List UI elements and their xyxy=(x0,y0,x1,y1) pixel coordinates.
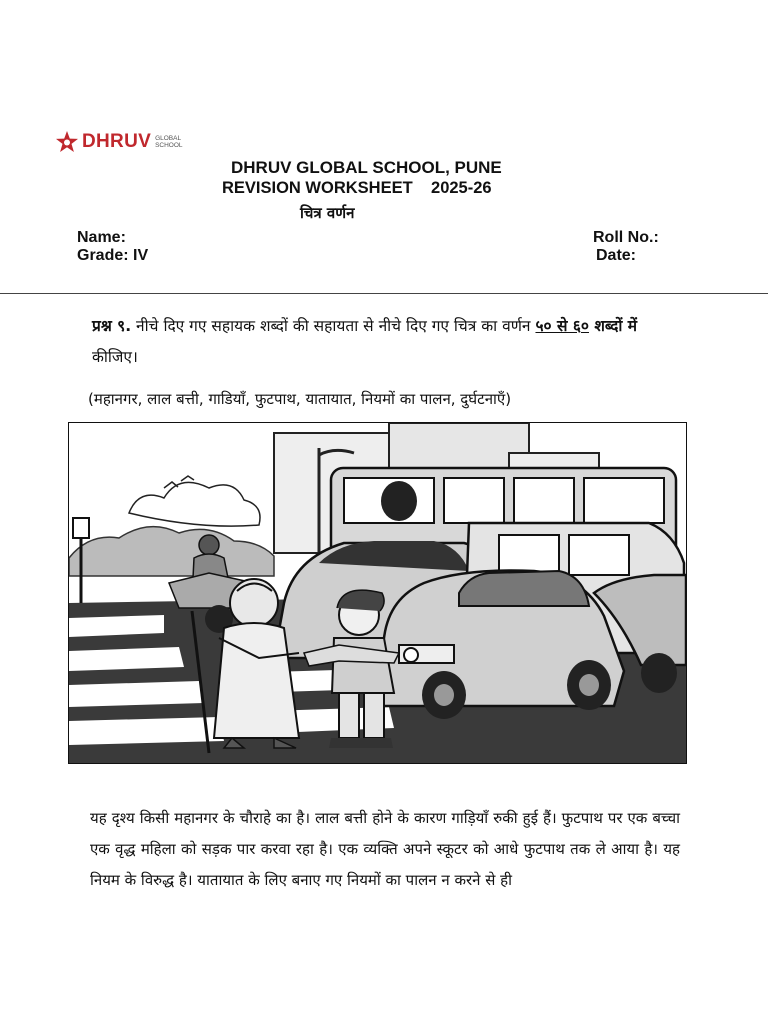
school-title: DHRUV GLOBAL SCHOOL, PUNE xyxy=(231,158,502,177)
worksheet-title: REVISION WORKSHEET 2025-26 xyxy=(222,179,492,197)
topic-title: चित्र वर्णन xyxy=(300,204,355,222)
question-end: कीजिए। xyxy=(92,348,138,366)
star-icon xyxy=(55,130,79,154)
word-limit: ५० से ६० xyxy=(535,317,589,335)
question-number: प्रश्न ९. xyxy=(92,317,132,335)
question-bold-tail: शब्दों में xyxy=(588,317,637,335)
question-body: नीचे दिए गए सहायक शब्दों की सहायता से नीचे दिए गए चित्र का वर्णन xyxy=(131,317,536,335)
logo-sub-1: GLOBAL xyxy=(155,135,182,142)
logo-brand: DHRUV xyxy=(82,131,152,152)
roll-label: Roll No.: xyxy=(593,229,659,246)
logo-subtitle xyxy=(155,135,182,149)
school-logo xyxy=(55,130,183,154)
name-label: Name: xyxy=(77,229,126,246)
date-label: Date: xyxy=(596,247,637,264)
street-scene-illustration xyxy=(68,422,687,764)
divider xyxy=(0,293,768,294)
logo-sub-2: SCHOOL xyxy=(155,142,183,149)
question-text xyxy=(92,311,682,373)
answer-text: यह दृश्य किसी महानगर के चौराहे का है। लाल बत्ती होने के कारण गाड़ियाँ रुकी हुई हैं। फुटपाथ पर एक बच्चा एक वृद्ध महिला को सड़क पार करवा रहा है। एक व्यक्ति अपने स्कूटर को आधे फुटपाथ तक ले आया है। यह नियम के विरुद्ध है। यातायात के लिए बनाए गए नियमों का पालन न करने से ही xyxy=(90,809,680,889)
grade-label: Grade: IV xyxy=(77,247,149,264)
helper-words: (महानगर, लाल बत्ती, गाडियाँ, फुटपाथ, यातायात, नियमों का पालन, दुर्घटनाएँ) xyxy=(88,390,512,408)
